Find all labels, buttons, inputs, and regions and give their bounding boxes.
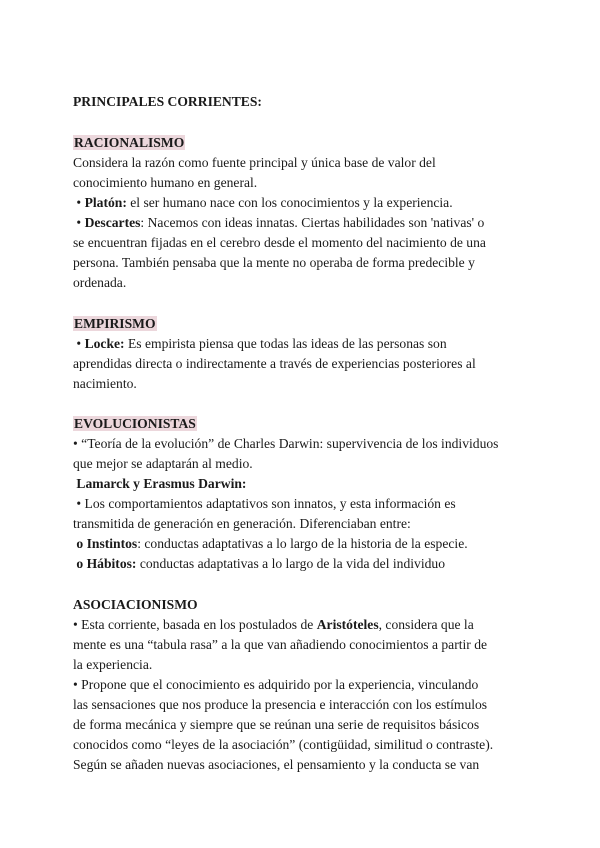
descartes-text-line-3: persona. También pensaba que la mente no operaba de forma predecible y bbox=[73, 255, 475, 270]
platon-text: el ser humano nace con los conocimientos y la experiencia. bbox=[126, 195, 453, 210]
asociacionismo-p2-line-3: de forma mecánica y siempre que se reúnan una serie de requisitos básicos bbox=[73, 717, 480, 732]
section-heading-asociacionismo: ASOCIACIONISMO bbox=[73, 597, 198, 612]
main-title-block bbox=[73, 92, 533, 112]
racionalismo-intro-line-1: Considera la razón como fuente principal y única base de valor del bbox=[73, 155, 436, 170]
p1-text-a: • Esta corriente, basada en los postulados de bbox=[73, 617, 317, 632]
habitos-bullet: o bbox=[73, 556, 87, 571]
asociacionismo-p2-line-1: • Propone que el conocimiento es adquirido por la experiencia, vinculando bbox=[73, 677, 479, 692]
bullet: • bbox=[73, 195, 85, 210]
locke-text-line-1: Es empirista piensa que todas las ideas de las personas son bbox=[124, 336, 447, 351]
descartes-name: Descartes bbox=[84, 215, 141, 230]
asociacionismo-p2-line-2: las sensaciones que nos produce la presencia e interacción con los estímulos bbox=[73, 697, 488, 712]
aristoteles-name: Aristóteles bbox=[316, 617, 379, 632]
habitos-text: conductas adaptativas a lo largo de la vida del individuo bbox=[136, 556, 445, 571]
lamarck-heading: Lamarck y Erasmus Darwin: bbox=[73, 476, 247, 491]
section-heading-evolucionistas: EVOLUCIONISTAS bbox=[74, 416, 196, 431]
descartes-text-line-1: : Nacemos con ideas innatas. Ciertas habilidades son 'nativas' o bbox=[140, 215, 485, 230]
section-asociacionismo bbox=[73, 595, 533, 775]
descartes-item bbox=[73, 213, 533, 233]
darwin-line-1: • “Teoría de la evolución” de Charles Darwin: supervivencia de los individuos bbox=[73, 436, 499, 451]
platon-item bbox=[73, 193, 533, 213]
p1-text-c: , considera que la bbox=[378, 617, 474, 632]
section-heading-empirismo: EMPIRISMO bbox=[74, 316, 156, 331]
descartes-text-line-4: ordenada. bbox=[73, 275, 127, 290]
section-empirismo bbox=[73, 314, 533, 394]
instintos-bullet: o bbox=[73, 536, 87, 551]
bullet: • bbox=[73, 215, 85, 230]
section-heading-racionalismo: RACIONALISMO bbox=[74, 135, 185, 150]
instintos-text: : conductas adaptativas a lo largo de la historia de la especie. bbox=[137, 536, 468, 551]
locke-name: Locke: bbox=[84, 336, 125, 351]
instintos-name: Instintos bbox=[86, 536, 138, 551]
asociacionismo-p2-line-5: Según se añaden nuevas asociaciones, el pensamiento y la conducta se van bbox=[73, 757, 480, 772]
instintos-item bbox=[73, 534, 533, 554]
habitos-name: Hábitos: bbox=[86, 556, 137, 571]
darwin-line-2: que mejor se adaptarán al medio. bbox=[73, 456, 253, 471]
locke-item bbox=[73, 334, 533, 354]
page-title: PRINCIPALES CORRIENTES: bbox=[73, 94, 262, 109]
asociacionismo-p1-line-2: mente es una “tabula rasa” a la que van añadiendo conocimientos a partir de bbox=[73, 637, 488, 652]
platon-name: Platón: bbox=[84, 195, 127, 210]
section-racionalismo bbox=[73, 133, 533, 293]
habitos-item bbox=[73, 554, 533, 574]
asociacionismo-p1-line-1 bbox=[73, 615, 533, 635]
locke-text-line-3: nacimiento. bbox=[73, 376, 137, 391]
descartes-text-line-2: se encuentran fijadas en el cerebro desde el momento del nacimiento de una bbox=[73, 235, 486, 250]
locke-text-line-2: aprendidas directa o indirectamente a través de experiencias posteriores al bbox=[73, 356, 476, 371]
comportamientos-line-1: • Los comportamientos adaptativos son innatos, y esta información es bbox=[73, 496, 456, 511]
section-evolucionistas bbox=[73, 414, 533, 574]
asociacionismo-p1-line-3: la experiencia. bbox=[73, 657, 153, 672]
comportamientos-line-2: transmitida de generación en generación. Diferenciaban entre: bbox=[73, 516, 411, 531]
bullet: • bbox=[73, 336, 85, 351]
asociacionismo-p2-line-4: conocidos como “leyes de la asociación” (contigüidad, similitud o contraste). bbox=[73, 737, 494, 752]
racionalismo-intro-line-2: conocimiento humano en general. bbox=[73, 175, 258, 190]
